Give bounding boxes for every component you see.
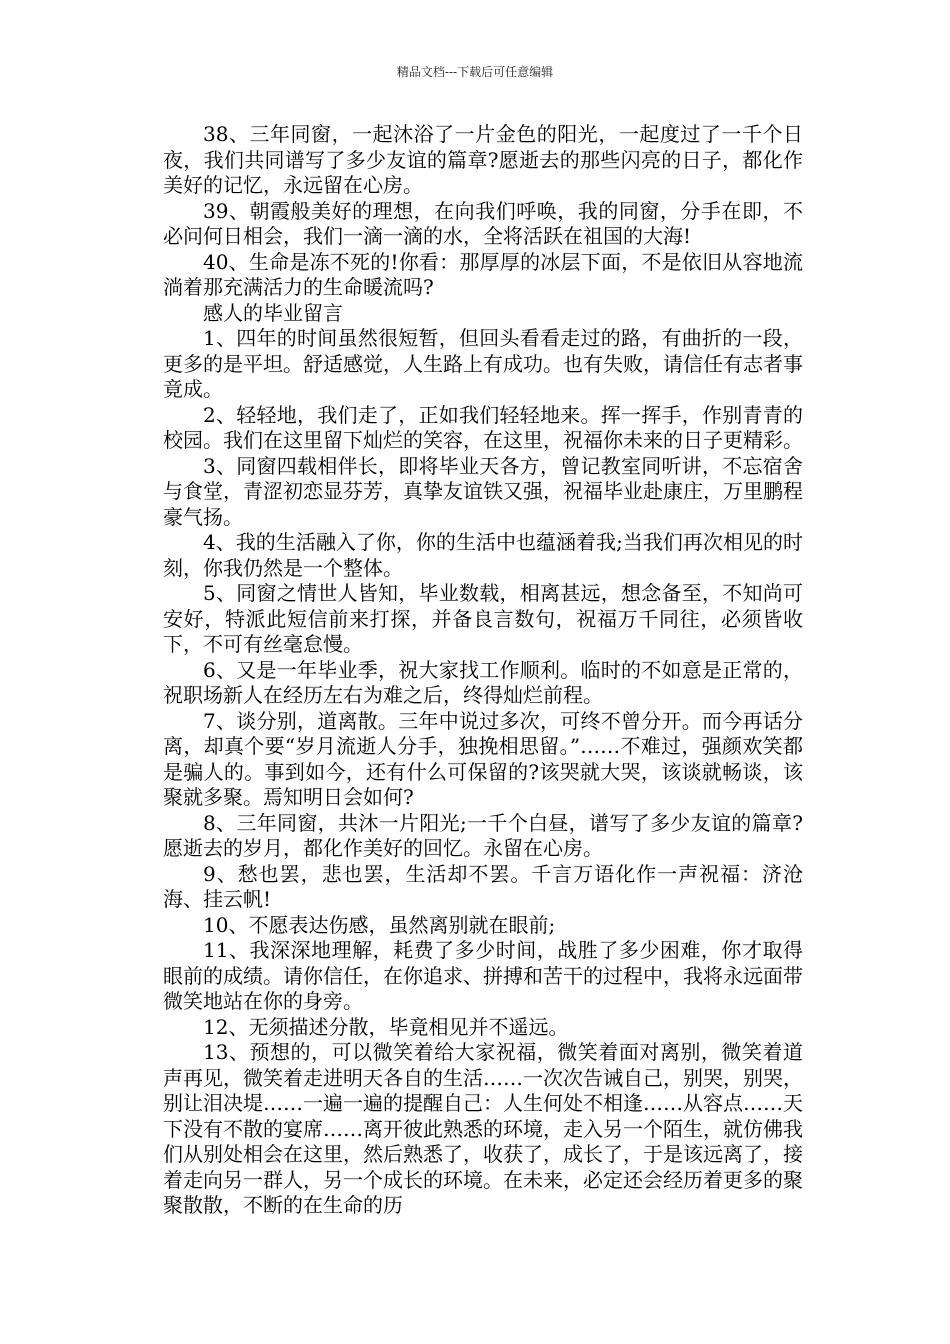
paragraph-11: 11、我深深地理解，耗费了多少时间，战胜了多少困难，你才取得眼前的成绩。请你信任，在你追求、拼搏和苦干的过程中，我将永远面带微笑地站在你的身旁。 [163,938,803,1013]
paragraph-2: 2、轻轻地，我们走了，正如我们轻轻地来。挥一挥手，作别青青的校园。我们在这里留下灿烂的笑容，在这里，祝福你未来的日子更精彩。 [163,402,803,452]
paragraph-39: 39、朝霞般美好的理想，在向我们呼唤，我的同窗，分手在即，不必问何日相会，我们一滴一滴的水，全将活跃在祖国的大海! [163,198,803,248]
paragraph-6: 6、又是一年毕业季，祝大家找工作顺利。临时的不如意是正常的，祝职场新人在经历左右为难之后，终得灿烂前程。 [163,657,803,707]
document-body [163,122,803,1219]
paragraph-3: 3、同窗四载相伴长，即将毕业天各方，曾记教室同听讲，不忘宿舍与食堂，青涩初恋显芬芳，真挚友谊铁又强，祝福毕业赴康庄，万里鹏程豪气扬。 [163,453,803,529]
paragraph-40: 40、生命是冻不死的!你看：那厚厚的冰层下面，不是依旧从容地流淌着那充满活力的生命暖流吗? [163,249,803,299]
paragraph-10: 10、不愿表达伤感，虽然离别就在眼前; [203,912,556,937]
paragraph-1: 1、四年的时间虽然很短暂，但回头看看走过的路，有曲折的一段，更多的是平坦。舒适感觉，人生路上有成功。也有失败，请信任有志者事竟成。 [163,326,803,401]
page-header: 精品文档---下载后可任意编辑 [396,65,554,79]
paragraph-12: 12、无须描述分散，毕竟相见并不遥远。 [203,1014,569,1039]
paragraph-7: 7、谈分别，道离散。三年中说过多次，可终不曾分开。而今再话分离，却真个要“岁月流逝人分手，独挽相思留。”……不难过，强颜欢笑都是骗人的。事到如今，还有什么可保留的?该哭就大哭，该谈就畅谈，该聚就多聚。焉知明日会如何? [163,708,803,809]
paragraph-13: 13、预想的，可以微笑着给大家祝福，微笑着面对离别，微笑着道声再见，微笑着走进明天各自的生活……一次次告诫自己，别哭，别哭，别让泪决堤……一遍一遍的提醒自己：人生何处不相逢……从容点……天下没有不散的宴席……离开彼此熟悉的环境，走入另一个陌生，就仿佛我们从别处相会在这里，然后熟悉了，收获了，成长了，于是该远离了，接着走向另一群人，另一个成长的环境。在未来，必定还会经历着更多的聚聚散散，不断的在生命的历 [163,1040,803,1217]
section-heading: 感人的毕业留言 [203,300,343,325]
paragraph-5: 5、同窗之情世人皆知，毕业数载，相离甚远，想念备至，不知尚可安好，特派此短信前来打探，并备良言数句，祝福万千同往，必须皆收下，不可有丝毫怠慢。 [163,581,803,656]
paragraph-4: 4、我的生活融入了你，你的生活中也蕴涵着我;当我们再次相见的时刻，你我仍然是一个整体。 [163,530,803,580]
paragraph-9: 9、愁也罢，悲也罢，生活却不罢。千言万语化作一声祝福：济沧海、挂云帆! [163,861,803,911]
paragraph-8: 8、三年同窗，共沐一片阳光;一千个白昼，谱写了多少友谊的篇章?愿逝去的岁月，都化作美好的回忆。永留在心房。 [163,810,803,860]
paragraph-38: 38、三年同窗，一起沐浴了一片金色的阳光，一起度过了一千个日夜，我们共同谱写了多少友谊的篇章?愿逝去的那些闪亮的日子，都化作美好的记忆，永远留在心房。 [163,122,803,197]
